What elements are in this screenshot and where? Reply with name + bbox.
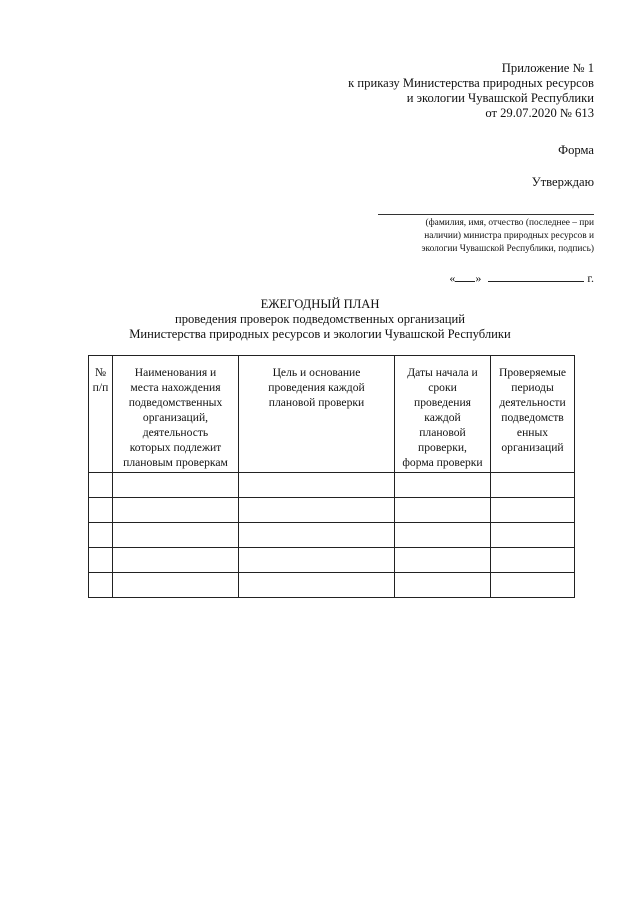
table-cell	[89, 548, 113, 573]
table-cell	[89, 473, 113, 498]
table-cell	[491, 473, 575, 498]
table-cell	[113, 473, 239, 498]
table-cell	[491, 573, 575, 598]
table-header-row	[89, 356, 575, 473]
table-cell	[395, 473, 491, 498]
header-number: № п/п	[89, 356, 113, 473]
table-cell	[113, 498, 239, 523]
date-close-quote: »	[475, 271, 482, 285]
inspection-plan-table	[88, 355, 575, 598]
table-body	[89, 473, 575, 598]
table-cell	[395, 548, 491, 573]
table-cell	[239, 548, 395, 573]
form-label: Форма	[558, 143, 594, 157]
header-organizations: Наименования и места нахождения подведомственных организаций, деятельность которых подлежит плановым проверкам	[113, 356, 239, 473]
signature-line	[378, 214, 594, 215]
table-cell	[89, 523, 113, 548]
header-purpose: Цель и основание проведения каждой плановой проверки	[239, 356, 395, 473]
table-row	[89, 523, 575, 548]
month-blank	[488, 271, 584, 282]
appendix-number: Приложение № 1	[501, 61, 594, 75]
table-cell	[239, 523, 395, 548]
day-blank	[455, 271, 475, 282]
signature-caption-line: наличии) министра природных ресурсов и	[424, 231, 594, 241]
table-cell	[89, 498, 113, 523]
appendix-order-date: от 29.07.2020 № 613	[485, 106, 594, 120]
table-cell	[113, 548, 239, 573]
plan-subtitle-ministry: Министерства природных ресурсов и экологии Чувашской Республики	[129, 327, 511, 341]
appendix-ministry: и экологии Чувашской Республики	[406, 91, 594, 105]
table-cell	[113, 523, 239, 548]
signature-caption-line: (фамилия, имя, отчество (последнее – при	[425, 218, 594, 228]
table-row	[89, 573, 575, 598]
appendix-header	[348, 61, 594, 121]
table-row	[89, 548, 575, 573]
appendix-order-ref: к приказу Министерства природных ресурсов	[348, 76, 594, 90]
table-cell	[89, 573, 113, 598]
header-periods: Проверяемые периоды деятельности подведомств енных организаций	[491, 356, 575, 473]
date-open-quote: «	[449, 271, 456, 285]
signature-caption	[374, 217, 594, 256]
table-cell	[395, 573, 491, 598]
table-cell	[491, 548, 575, 573]
year-suffix: г.	[587, 271, 594, 285]
plan-title-block	[46, 297, 594, 342]
table-cell	[491, 498, 575, 523]
table-row	[89, 473, 575, 498]
header-dates: Даты начала и сроки проведения каждой плановой проверки, форма проверки	[395, 356, 491, 473]
table-cell	[239, 473, 395, 498]
plan-heading: ЕЖЕГОДНЫЙ ПЛАН	[260, 297, 380, 311]
approval-date-line	[449, 271, 594, 286]
table-cell	[395, 523, 491, 548]
plan-subtitle: проведения проверок подведомственных организаций	[174, 312, 466, 326]
signature-caption-line: экологии Чувашской Республики, подпись)	[421, 244, 594, 254]
approve-label: Утверждаю	[531, 175, 594, 189]
table-cell	[113, 573, 239, 598]
table-cell	[239, 498, 395, 523]
table-row	[89, 498, 575, 523]
table-cell	[239, 573, 395, 598]
table-cell	[491, 523, 575, 548]
table-cell	[395, 498, 491, 523]
